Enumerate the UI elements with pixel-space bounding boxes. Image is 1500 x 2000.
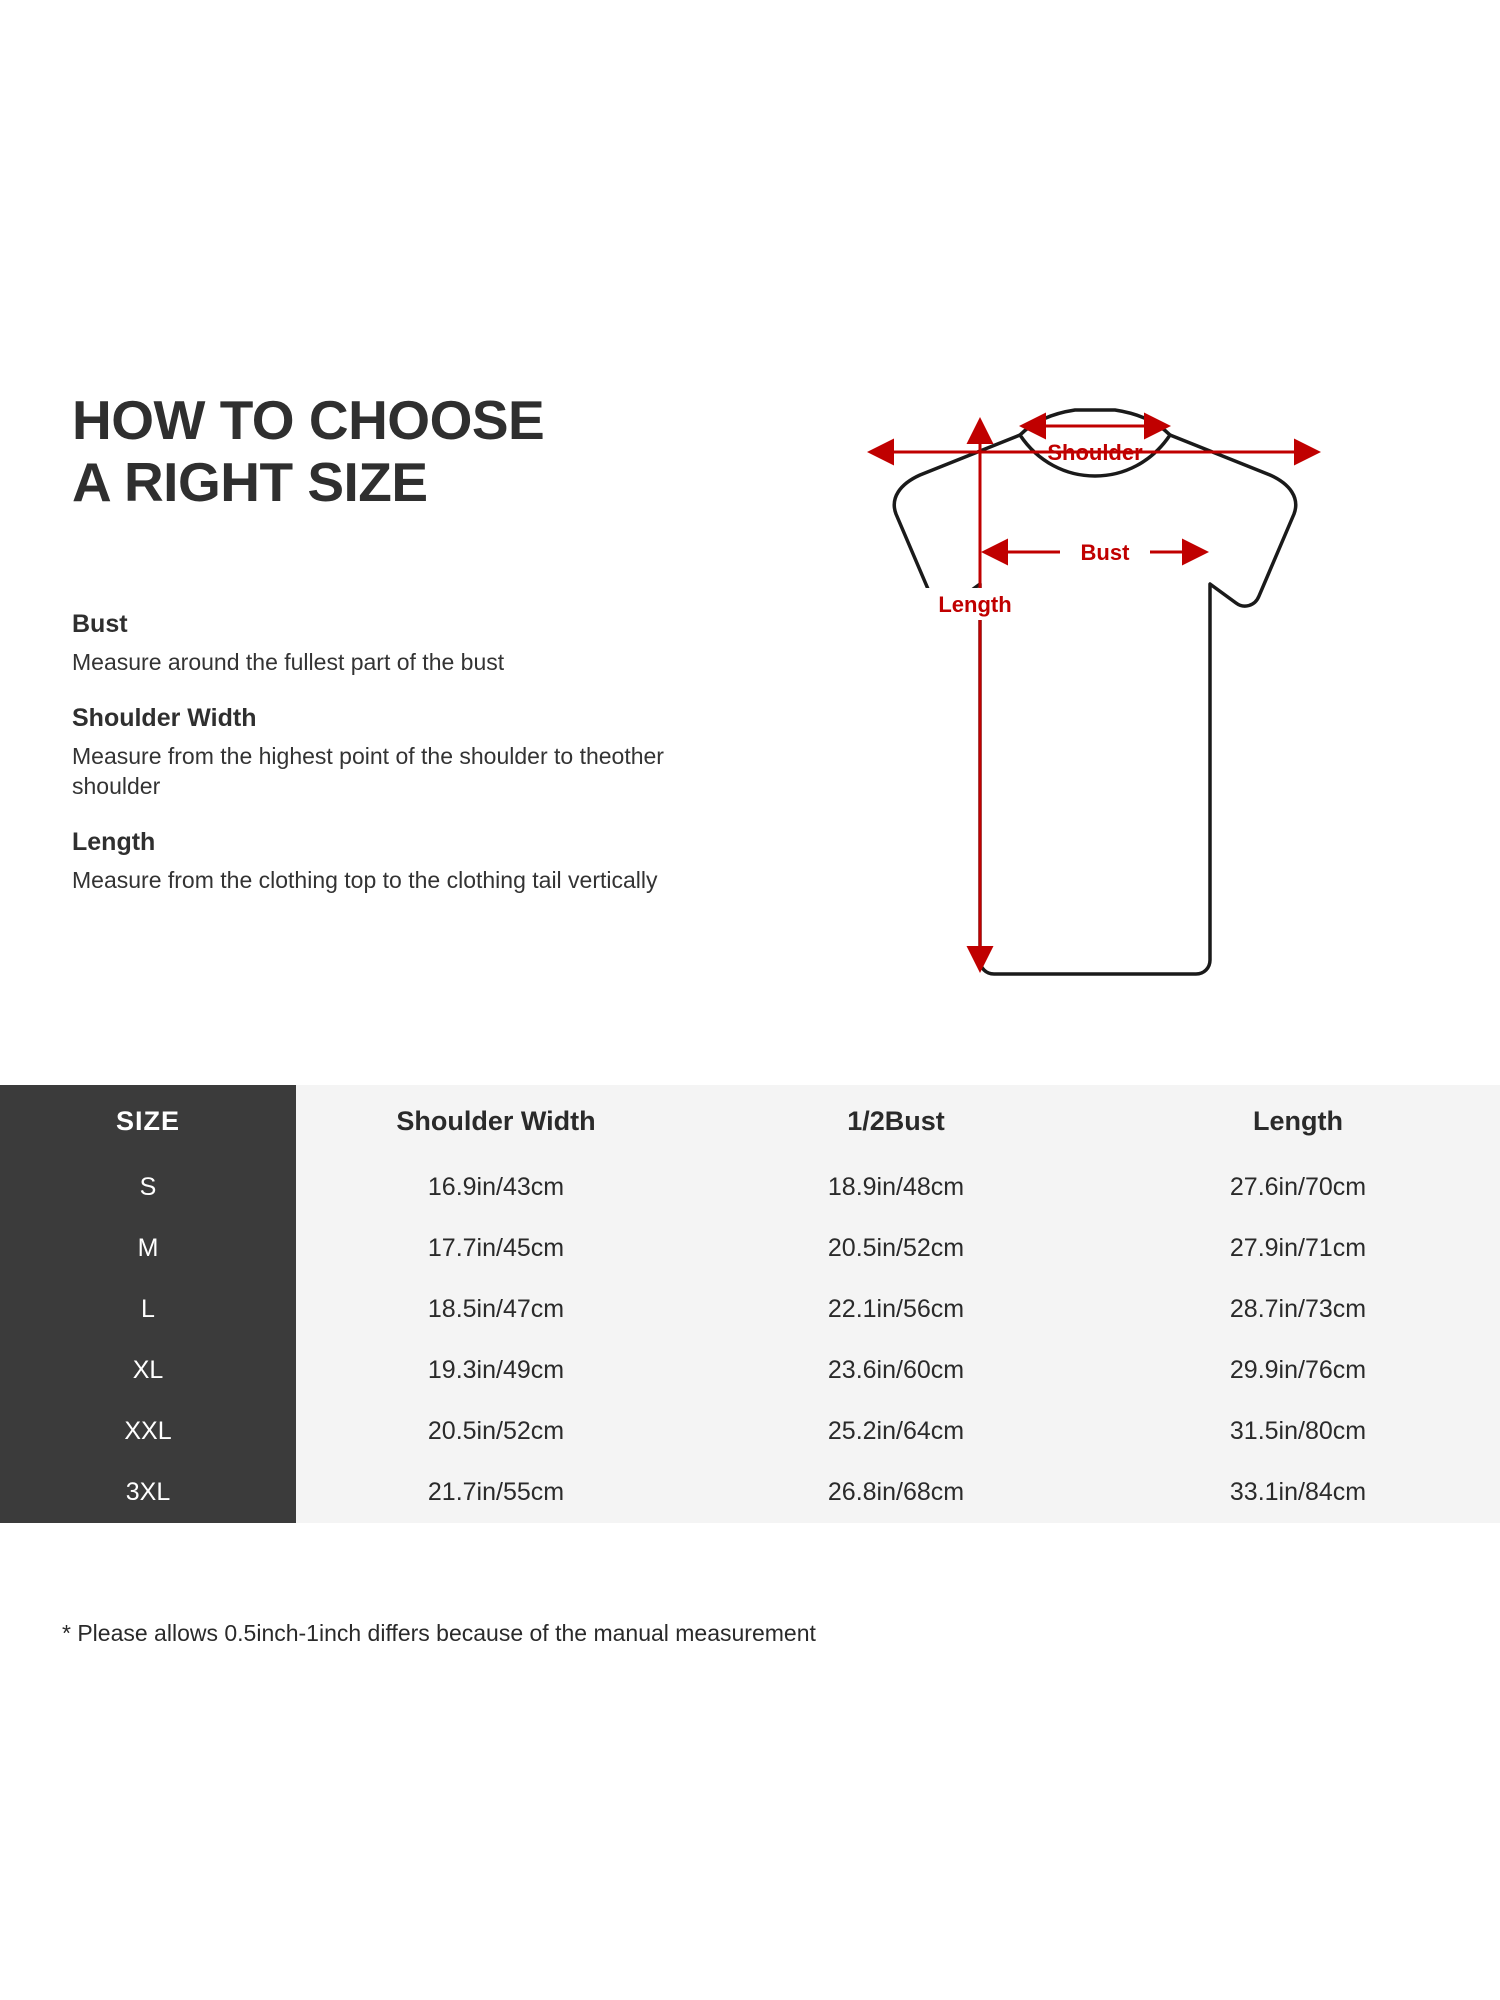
column-header-size: SIZE (0, 1085, 296, 1157)
tshirt-diagram (770, 380, 1420, 1040)
cell-half-bust: 20.5in/52cm (696, 1218, 1096, 1279)
top-section (0, 360, 1500, 1080)
column-header-length: Length (1096, 1085, 1500, 1157)
size-chart-table (0, 1085, 1500, 1523)
cell-length: 27.6in/70cm (1096, 1157, 1500, 1218)
definition-description: Measure around the fullest part of the bust (72, 649, 505, 675)
cell-size: M (0, 1218, 296, 1279)
measurement-disclaimer: * Please allows 0.5inch-1inch differs because of the manual measurement (62, 1620, 816, 1646)
bust-label: Bust (1080, 540, 1130, 565)
cell-size: 3XL (0, 1462, 296, 1523)
cell-length: 29.9in/76cm (1096, 1340, 1500, 1401)
cell-length: 33.1in/84cm (1096, 1462, 1500, 1523)
column-header-shoulder-width: Shoulder Width (296, 1085, 696, 1157)
page-title (72, 390, 692, 513)
cell-shoulder-width: 17.7in/45cm (296, 1218, 696, 1279)
measurement-definitions (72, 610, 672, 921)
cell-shoulder-width: 16.9in/43cm (296, 1157, 696, 1218)
column-header-half-bust: 1/2Bust (696, 1085, 1096, 1157)
table-header-row (0, 1085, 1500, 1157)
table-row (0, 1157, 1500, 1218)
cell-length: 31.5in/80cm (1096, 1401, 1500, 1462)
cell-shoulder-width: 19.3in/49cm (296, 1340, 696, 1401)
table-row (0, 1218, 1500, 1279)
length-label: Length (938, 592, 1012, 617)
cell-size: XL (0, 1340, 296, 1401)
definition-length (72, 828, 672, 896)
table-row (0, 1279, 1500, 1340)
cell-length: 27.9in/71cm (1096, 1218, 1500, 1279)
cell-half-bust: 18.9in/48cm (696, 1157, 1096, 1218)
definition-description: Measure from the clothing top to the clothing tail vertically (72, 866, 658, 893)
definition-term: Bust (72, 610, 128, 638)
definition-bust (72, 610, 672, 678)
page-title-line-1: HOW TO CHOOSE (72, 389, 545, 451)
tshirt-outline-shape (894, 410, 1295, 974)
table-row (0, 1401, 1500, 1462)
cell-size: XXL (0, 1401, 296, 1462)
cell-half-bust: 22.1in/56cm (696, 1279, 1096, 1340)
cell-size: S (0, 1157, 296, 1218)
cell-shoulder-width: 18.5in/47cm (296, 1279, 696, 1340)
cell-half-bust: 25.2in/64cm (696, 1401, 1096, 1462)
cell-size: L (0, 1279, 296, 1340)
cell-length: 28.7in/73cm (1096, 1279, 1500, 1340)
definition-term: Shoulder Width (72, 703, 257, 732)
shoulder-label: Shoulder (1047, 440, 1143, 465)
page-title-line-2: A RIGHT SIZE (72, 450, 428, 513)
cell-half-bust: 26.8in/68cm (696, 1462, 1096, 1523)
cell-shoulder-width: 20.5in/52cm (296, 1401, 696, 1462)
cell-half-bust: 23.6in/60cm (696, 1340, 1096, 1401)
cell-shoulder-width: 21.7in/55cm (296, 1462, 696, 1523)
definition-term: Length (72, 827, 156, 856)
table-row (0, 1462, 1500, 1523)
definition-shoulder-width (72, 704, 672, 802)
definition-description: Measure from the highest point of the shoulder to theother shoulder (72, 742, 664, 800)
table-row (0, 1340, 1500, 1401)
